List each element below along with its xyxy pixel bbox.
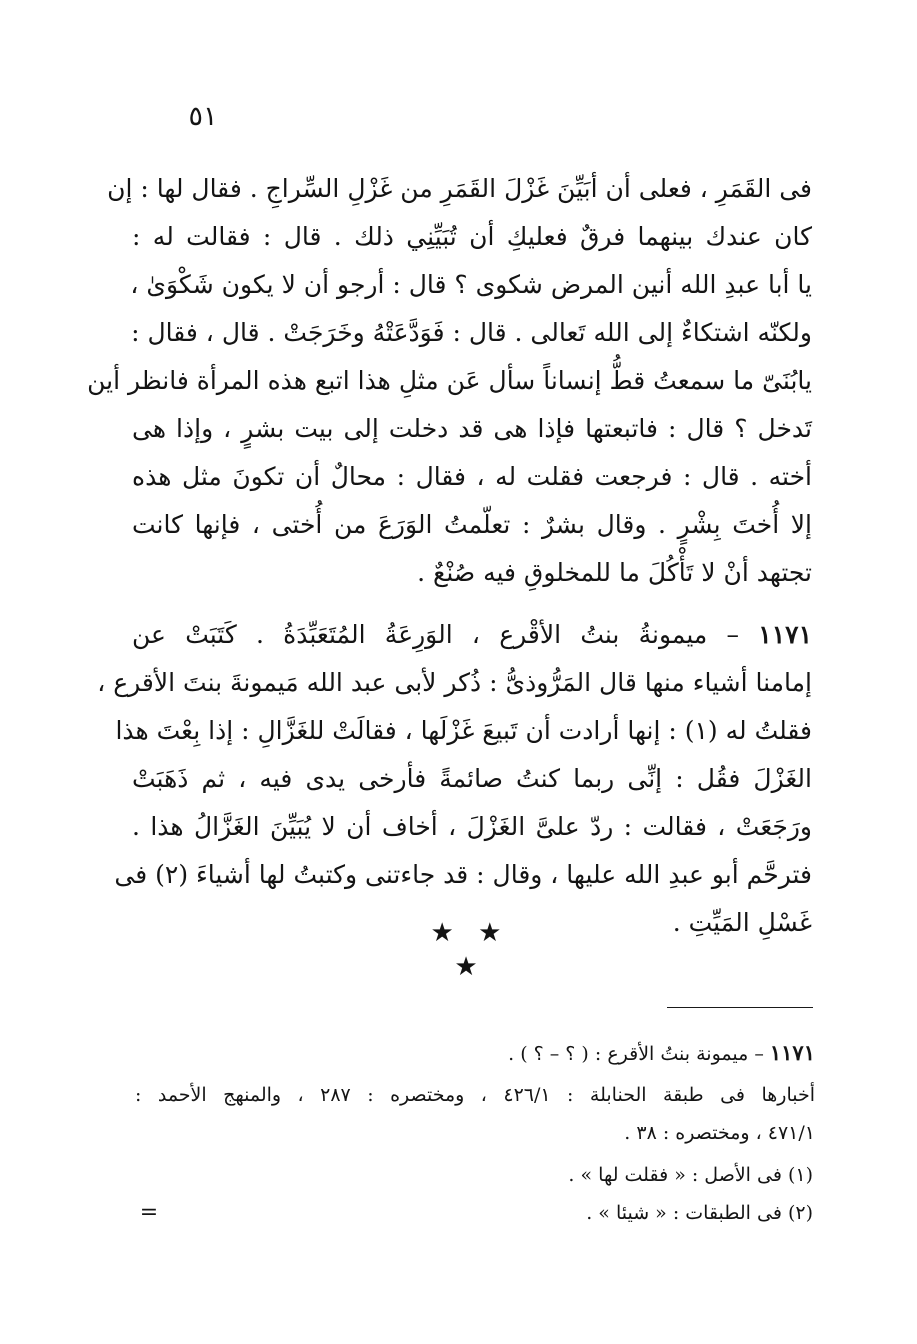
footnote-sources-line: ٤٧١/١ ، ومختصره : ٣٨ .	[624, 1122, 815, 1144]
text-line: يابُنَىّ ما سمعتُ قطُّ إنساناً سأل عَن مثلِ هذا اتبع هذه المرأة فانظر أين	[87, 366, 812, 395]
text-line: إلا أُختَ بِشْرٍ . وقال بشرٌ : تعلّمتُ الوَرَعَ من أُختى ، فإنها كانت	[132, 510, 812, 539]
entry-heading-text: ميمونةُ بنتُ الأقْرع ، الوَرِعَةُ المُتَعَبِّدَةُ . كَتَبَتْ عن	[132, 620, 708, 649]
text-line: ولكنّه اشتكاءٌ إلى الله تَعالى . قال : فَوَدَّعَتْهُ وخَرَجَتْ . قال ، فقال :	[131, 318, 812, 347]
text-line: كان عندك بينهما فرقٌ فعليكِ أن تُبَيِّنِي ذلك . قال : فقالت له :	[132, 222, 812, 251]
text-line: غَسْلِ المَيِّتِ .	[672, 908, 812, 937]
text-line: يا أبا عبدِ الله أنين المرض شكوى ؟ قال : أرجو أن لا يكون شَكْوَىٰ ،	[130, 270, 812, 299]
text-line: تجتهد أنْ لا تَأْكُلَ ما للمخلوقِ فيه صُنْعٌ .	[417, 558, 812, 587]
footnote-note-2: (٢) فى الطبقات : « شيئا » .	[586, 1202, 813, 1224]
text-line: فى القَمَرِ ، فعلى أن أبَيِّنَ غَزْلَ القَمَرِ من غَزْلِ السِّراجِ . فقال لها : إن	[107, 174, 812, 203]
footnote-entry-text: – ميمونة بنتُ الأقرع : ( ؟ – ؟ ) .	[508, 1043, 764, 1065]
section-separator-stars: ★ ★ ★	[430, 918, 510, 982]
footnote-entry-header	[135, 1034, 815, 1072]
text-line: فترحَّم أبو عبدِ الله عليها ، وقال : قد جاءتنى وكتبتُ لها أشياءَ (٢) فى	[114, 860, 812, 889]
footnote-entry-number: ١١٧١	[769, 1040, 815, 1065]
main-text	[87, 165, 813, 947]
footnote-sources-line: أخبارها فى طبقة الحنابلة : ٤٢٦/١ ، ومختصره : ٢٨٧ ، والمنهج الأحمد :	[135, 1084, 815, 1106]
entry-number: ١١٧١	[758, 620, 812, 649]
entry-dash: –	[726, 620, 740, 649]
paragraph-gap	[132, 597, 812, 611]
text-line: تَدخل ؟ قال : فاتبعتها فإذا هى قد دخلت إلى بيت بشرٍ ، وإذا هى	[132, 414, 812, 443]
continuation-mark: =	[139, 1200, 159, 1225]
page-number: ٥١	[188, 101, 218, 132]
text-line: فقلتُ له (١) : إنها أرادت أن تَبيعَ غَزْلَها ، فقالَتْ للغَزَّالِ : إذا بِعْتَ هذا	[115, 716, 812, 745]
text-line: إمامنا أشياء منها قال المَرُّوذىُّ : ذُكر لأبى عبد الله مَيمونةَ بنتَ الأقرع ،	[97, 668, 812, 697]
footnote-note-1: (١) فى الأصل : « فقلت لها » .	[568, 1164, 813, 1186]
text-line: الغَزْلَ فقُل : إنِّى ربما كنتُ صائمةً فأرخى يدى فيه ، ثم ذَهَبَتْ	[132, 764, 812, 793]
footnotes	[135, 1034, 815, 1232]
text-line: ورَجَعَتْ ، فقالت : ردّ علىَّ الغَزْلَ ، أخاف أن لا يُبَيِّنَ الغَزَّالُ هذا .	[132, 812, 812, 841]
entry-first-line	[132, 611, 812, 659]
footnote-divider	[667, 1007, 813, 1008]
text-line: أخته . قال : فرجعت فقلت له ، فقال : محالٌ أن تكونَ مثل هذه	[132, 462, 813, 491]
